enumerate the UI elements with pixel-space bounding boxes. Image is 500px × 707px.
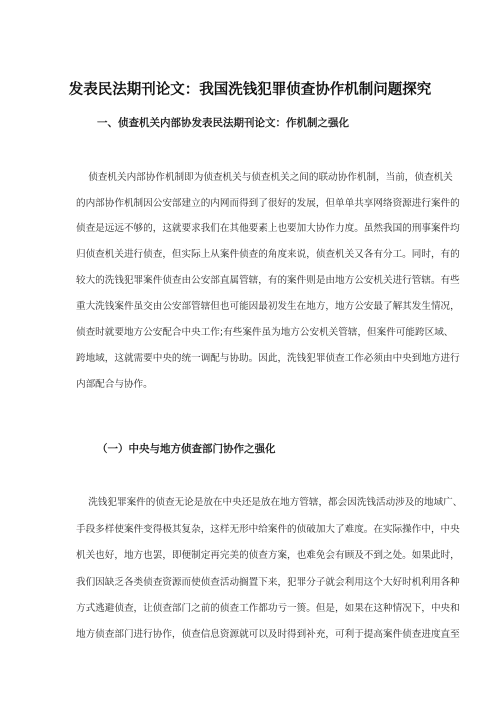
- paragraph-line: 重大洗钱案件虽交由公安部管辖但也可能因最初发生在地方，地方公安最了解其发生情况，: [76, 301, 460, 312]
- paragraph-line: 机关也好，地方也罢，即便制定再完美的侦查方案，也难免会有顾及不到之处。如果此时，: [76, 550, 460, 561]
- paragraph-line: 的内部协作机制因公安部建立的内网而得到了很好的发展，但单单共享网络资源进行案件的: [76, 198, 460, 209]
- section-heading-1: 一、侦查机关内部协发表民法期刊论文：作机制之强化: [97, 117, 349, 129]
- paragraph-line: 侦查机关内部协作机制即为侦查机关与侦查机关之间的联动协作机制，当前，侦查机关: [76, 172, 453, 183]
- paragraph-line: 我们因缺乏各类侦查资源而使侦查活动搁置下来，犯罪分子就会利用这个大好时机利用各种: [76, 577, 460, 588]
- paragraph-line: 侦查时就要地方公安配合中央工作;有些案件虽为地方公安机关管辖，但案件可能跨区域、: [76, 327, 454, 338]
- paragraph-line: 跨地域，这就需要中央的统一调配与协助。因此，洗钱犯罪侦查工作必须由中央到地方进行: [76, 353, 460, 364]
- paragraph-line: 手段多样使案件变得极其复杂，这样无形中给案件的侦破加大了难度。在实际操作中，中央: [76, 524, 460, 535]
- paragraph-line: 方式逃避侦查，让侦查部门之前的侦查工作都功亏一篑。但是，如果在这种情况下，中央和: [76, 603, 460, 614]
- document-title: 发表民法期刊论文：我国洗钱犯罪侦查协作机制问题探究: [68, 82, 432, 98]
- paragraph-line: 较大的洗钱犯罪案件侦查由公安部直属管辖，有的案件则是由地方公安机关进行管辖。有些: [76, 275, 460, 286]
- paragraph-line: 内部配合与协作。: [76, 379, 153, 390]
- paragraph-line: 侦查是远远不够的，这就要求我们在其他要素上也要加大协作力度。虽然我国的刑事案件均: [76, 223, 460, 234]
- section-heading-2: （一）中央与地方侦查部门协作之强化: [97, 443, 276, 455]
- paragraph-line: 归侦查机关进行侦查，但实际上从案件侦查的角度来说，侦查机关又各有分工。同时，有的: [76, 249, 460, 260]
- paragraph-line: 洗钱犯罪案件的侦查无论是放在中央还是放在地方管辖，都会因洗钱活动涉及的地域广、: [76, 497, 463, 508]
- paragraph-line: 地方侦查部门进行协作，侦查信息资源就可以及时得到补充，可利于提高案件侦查进度直至: [76, 629, 460, 640]
